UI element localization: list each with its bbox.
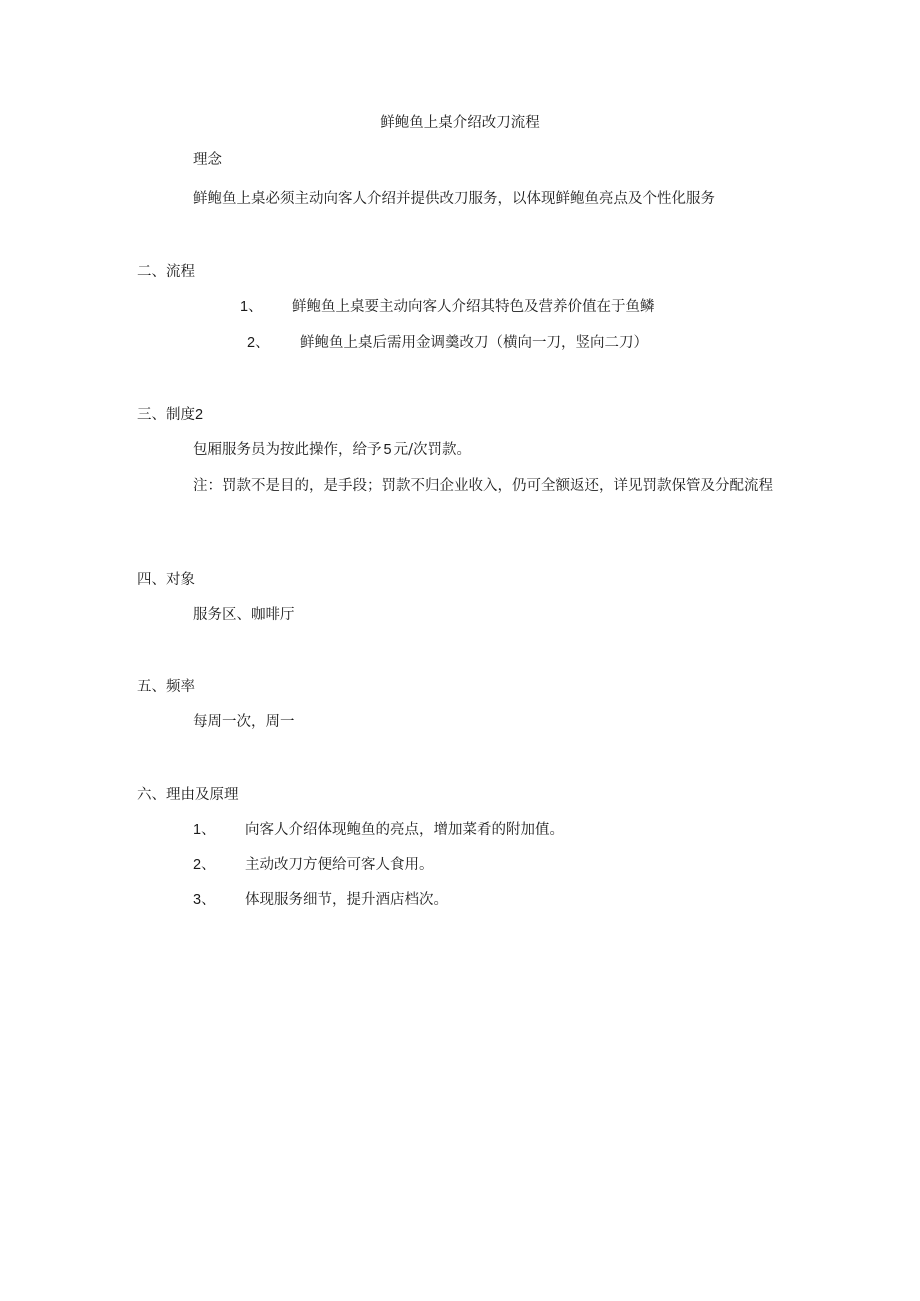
system-heading bbox=[137, 405, 203, 425]
system-note: 注：罚款不是目的，是手段；罚款不归企业收入，仍可全额返还，详见罚款保管及分配流程 bbox=[193, 478, 773, 494]
system-heading-number: 2 bbox=[195, 407, 204, 423]
process-heading: 二、流程 bbox=[137, 264, 195, 280]
frequency-heading: 五、频率 bbox=[137, 679, 195, 695]
reasons-heading: 六、理由及原理 bbox=[137, 787, 239, 803]
process-item-2-text: 鲜鲍鱼上桌后需用金调羹改刀（横向一刀，竖向二刀） bbox=[300, 335, 648, 351]
penalty-post: 元/次罚款。 bbox=[393, 442, 471, 458]
reason-item-3-text: 体现服务细节，提升酒店档次。 bbox=[245, 892, 448, 908]
concept-text: 鲜鲍鱼上桌必须主动向客人介绍并提供改刀服务，以体现鲜鲍鱼亮点及个性化服务 bbox=[193, 191, 715, 207]
process-item-2-number: 2、 bbox=[247, 335, 270, 351]
process-item-1-text: 鲜鲍鱼上桌要主动向客人介绍其特色及营养价值在于鱼鳞 bbox=[292, 299, 655, 315]
penalty-amount: 5 bbox=[383, 442, 392, 458]
penalty-pre: 包厢服务员为按此操作，给予 bbox=[193, 442, 382, 458]
frequency-text: 每周一次，周一 bbox=[193, 714, 295, 730]
process-item-1-number: 1、 bbox=[240, 299, 263, 315]
system-penalty-text bbox=[193, 440, 471, 460]
target-text: 服务区、咖啡厅 bbox=[193, 607, 295, 623]
reason-item-3-number: 3、 bbox=[193, 892, 216, 908]
reason-item-1-number: 1、 bbox=[193, 822, 216, 838]
concept-heading: 理念 bbox=[193, 152, 222, 168]
reason-item-1-text: 向客人介绍体现鲍鱼的亮点，增加菜肴的附加值。 bbox=[245, 822, 564, 838]
document-title: 鲜鲍鱼上桌介绍改刀流程 bbox=[380, 115, 540, 131]
reason-item-2-number: 2、 bbox=[193, 857, 216, 873]
system-heading-label: 三、制度 bbox=[137, 407, 195, 423]
reason-item-2-text: 主动改刀方便给可客人食用。 bbox=[245, 857, 434, 873]
target-heading: 四、对象 bbox=[137, 572, 195, 588]
